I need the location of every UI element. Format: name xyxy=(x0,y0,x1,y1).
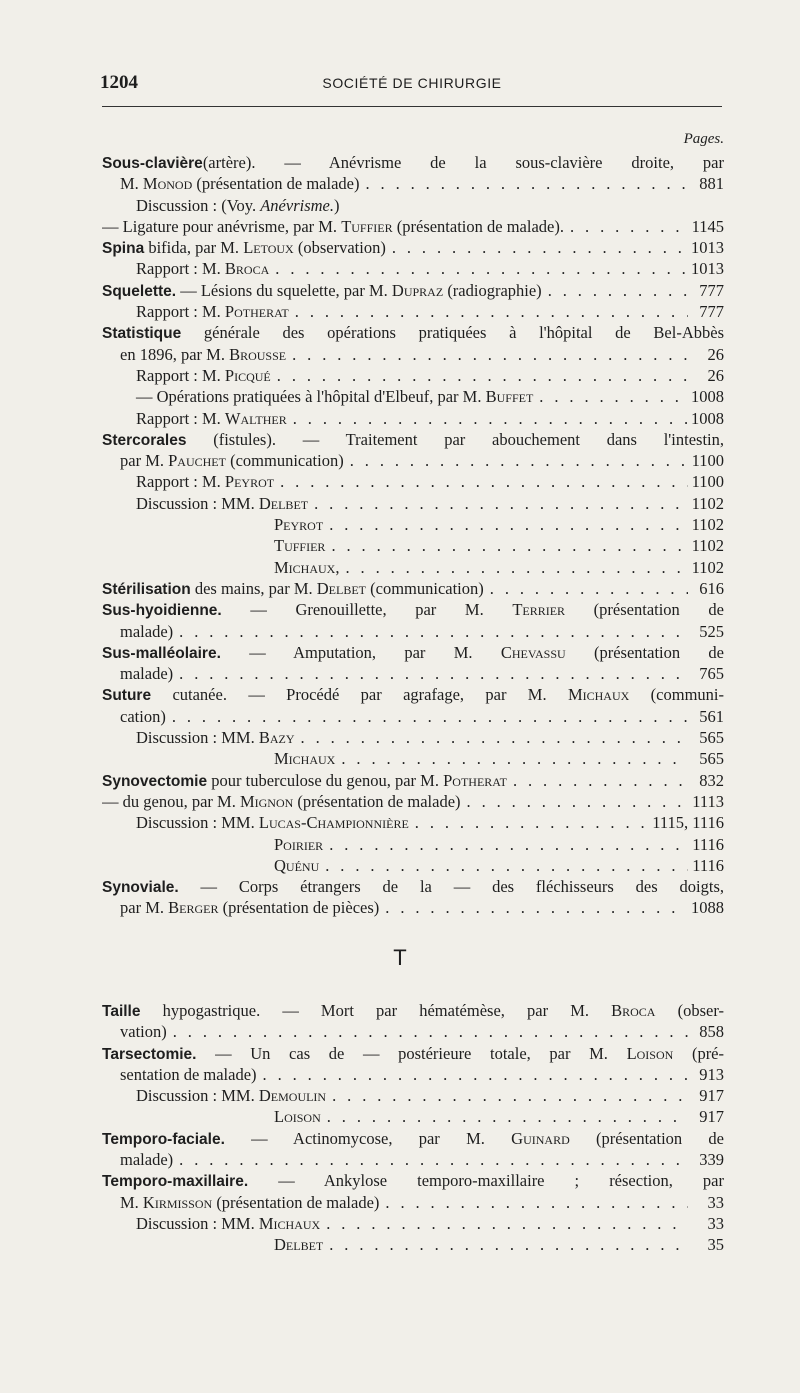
entry-text-part: M. xyxy=(120,1192,143,1212)
entry-text-part: des mains, par M. xyxy=(190,578,317,598)
entry-text-part: M. xyxy=(120,174,143,194)
page-ref: 832 xyxy=(699,770,724,790)
entry-keyword: Sus-malléolaire. xyxy=(102,644,221,662)
index-line xyxy=(102,1021,724,1042)
page-ref: 1116 xyxy=(692,855,724,875)
leader-dots xyxy=(179,1149,688,1170)
entry-text xyxy=(274,514,323,535)
leader-dots xyxy=(301,727,688,748)
index-line xyxy=(102,386,724,407)
entry-text-part: — Actinomycose, par M. xyxy=(224,1128,512,1148)
index-line xyxy=(102,1170,724,1191)
leader-dots xyxy=(277,365,688,386)
entry-text xyxy=(102,685,724,704)
page-ref: 1113 xyxy=(692,791,724,811)
running-title: SOCIÉTÉ DE CHIRURGIE xyxy=(322,75,502,91)
entry-text-part: (présentation de xyxy=(565,600,724,620)
author-name: Picqué xyxy=(224,365,271,385)
author-name: Pauchet xyxy=(168,451,226,471)
entry-text-part: — Lésions du squelette, par M. xyxy=(176,280,392,300)
entry-text-part: (artère). — Anévrisme de la sous-clavière droite, par xyxy=(202,153,724,172)
leader-dots xyxy=(326,1213,688,1234)
index-line xyxy=(102,727,724,748)
author-name: Michaux xyxy=(274,749,336,769)
entry-text xyxy=(136,812,409,833)
entry-text xyxy=(102,430,724,449)
page-ref: 33 xyxy=(707,1192,724,1212)
author-name: Loison xyxy=(274,1107,321,1127)
page-ref: 1102 xyxy=(691,515,724,535)
author-name: Brousse xyxy=(229,344,287,364)
index-line xyxy=(102,684,724,705)
entry-text xyxy=(136,727,295,748)
entry-text xyxy=(136,258,269,279)
author-name: Mignon xyxy=(239,791,294,811)
index-line xyxy=(102,557,724,578)
page-ref: 858 xyxy=(699,1022,724,1042)
entry-keyword: Squelette. xyxy=(102,282,177,300)
entry-text xyxy=(120,344,286,365)
page-ref: 565 xyxy=(699,728,724,748)
entry-text xyxy=(274,557,339,578)
index-line xyxy=(102,642,724,663)
leader-dots xyxy=(325,855,688,876)
entry-text-part: (obser- xyxy=(655,1001,724,1020)
entry-text-part: bifida, par M. xyxy=(144,238,244,258)
entry-text-part: (radiographie) xyxy=(443,280,542,300)
entry-text-part: Rapport : M. xyxy=(136,259,225,279)
entry-text xyxy=(274,1234,323,1255)
leader-dots xyxy=(385,1192,688,1213)
index-line xyxy=(102,812,724,833)
entry-keyword: Stercorales xyxy=(102,431,187,449)
author-name: Michaux xyxy=(274,557,336,577)
index-line xyxy=(102,322,724,343)
page-ref: 777 xyxy=(699,302,724,322)
leader-dots xyxy=(295,301,688,322)
author-name: Letoux xyxy=(243,238,294,258)
page-ref: 1145 xyxy=(691,216,724,236)
entry-keyword: Synovectomie xyxy=(102,772,208,790)
entry-text-part: — Amputation, par M. xyxy=(220,642,501,662)
author-name: Monod xyxy=(142,174,193,194)
entry-text xyxy=(136,408,287,429)
author-name: Guinard xyxy=(511,1128,570,1148)
entry-text-part: Discussion : MM. xyxy=(136,728,259,748)
entry-text-part: par M. xyxy=(120,898,169,918)
index-line xyxy=(102,855,724,876)
entry-text-part: malade) xyxy=(120,621,174,641)
index-line xyxy=(102,173,724,194)
author-name: Delbet xyxy=(258,493,309,513)
entry-text-part: Rapport : M. xyxy=(136,408,225,428)
entry-text-part: Discussion : MM. xyxy=(136,1086,259,1106)
entry-text xyxy=(102,578,484,599)
index-line xyxy=(102,1234,724,1255)
page-ref: 917 xyxy=(699,1086,724,1106)
entry-text-part: ) xyxy=(334,195,340,215)
entry-text-part: malade) xyxy=(120,1150,174,1170)
page-ref: 35 xyxy=(707,1235,724,1255)
leader-dots xyxy=(392,237,687,258)
entry-text-part: pour tuberculose du genou, par M. xyxy=(207,770,444,790)
leader-dots xyxy=(280,471,688,492)
entry-text-part: cutanée. — Procédé par agrafage, par M. xyxy=(151,685,568,705)
entry-keyword: Temporo-faciale. xyxy=(102,1130,225,1148)
section-letter: T xyxy=(393,945,407,970)
index-line xyxy=(102,216,724,237)
index-line xyxy=(102,408,724,429)
page-ref: 1115, 1116 xyxy=(652,813,724,833)
entry-text xyxy=(102,791,461,812)
page-ref: 525 xyxy=(699,621,724,641)
entry-text xyxy=(136,493,308,514)
entry-text xyxy=(102,600,724,619)
leader-dots xyxy=(365,173,688,194)
leader-dots xyxy=(329,1234,688,1255)
entry-text-part: — Opérations pratiquées à l'hôpital d'Elbeuf, par M. xyxy=(136,387,486,407)
entry-text-part: Discussion : MM. xyxy=(136,813,259,833)
entry-keyword: Stérilisation xyxy=(102,580,191,598)
page-ref: 33 xyxy=(707,1213,724,1233)
entry-text-part: sentation de malade) xyxy=(120,1064,257,1084)
page-ref: 881 xyxy=(699,174,724,194)
entry-keyword: Taille xyxy=(102,1003,141,1020)
index-line xyxy=(102,770,724,791)
leader-dots xyxy=(172,706,688,727)
entry-text-part: Discussion : MM. xyxy=(136,493,259,513)
index-line xyxy=(102,599,724,620)
author-name: Tuffier xyxy=(341,216,393,236)
entry-text xyxy=(274,748,335,769)
entry-text xyxy=(102,770,507,791)
entry-text-part: (observation) xyxy=(293,238,386,258)
entry-text-part: , xyxy=(335,557,340,577)
entry-text-part: (présentation de xyxy=(565,642,724,662)
index-line xyxy=(102,876,724,897)
index-line xyxy=(102,748,724,769)
index-line xyxy=(102,1085,724,1106)
entry-text xyxy=(136,386,533,407)
author-name: Dupraz xyxy=(391,280,444,300)
entry-text-part: (pré- xyxy=(673,1043,724,1063)
entry-text-part: (présentation de xyxy=(569,1128,724,1148)
page-ref: 1102 xyxy=(691,557,724,577)
entry-text-part: — Ligature pour anévrisme, par M. xyxy=(102,216,342,236)
entry-text-part: (communi- xyxy=(629,685,724,705)
author-name: Poirier xyxy=(274,834,324,854)
leader-dots xyxy=(173,1021,688,1042)
entry-text xyxy=(136,365,271,386)
index-line xyxy=(102,1106,724,1127)
leader-dots xyxy=(292,344,688,365)
index-line xyxy=(102,195,724,216)
page-ref: 26 xyxy=(707,344,724,364)
index-line xyxy=(102,493,724,514)
page-ref: 1100 xyxy=(691,451,724,471)
index-line xyxy=(102,621,724,642)
author-name: Loison xyxy=(626,1043,674,1063)
entry-text xyxy=(120,1021,167,1042)
entry-text xyxy=(120,621,173,642)
page-ref: 616 xyxy=(699,578,724,598)
entry-text-part: vation) xyxy=(120,1022,167,1042)
entry-text-part: (communication) xyxy=(225,451,344,471)
entry-text-part: en 1896, par M. xyxy=(120,344,230,364)
entry-keyword: Sus-hyoidienne. xyxy=(102,602,222,620)
index-line xyxy=(102,429,724,450)
index-line xyxy=(102,791,724,812)
leader-dots xyxy=(329,514,687,535)
index-line xyxy=(102,258,724,279)
index-line xyxy=(102,1149,724,1170)
entry-text xyxy=(136,471,274,492)
page-ref: 1088 xyxy=(691,898,724,918)
leader-dots xyxy=(350,450,688,471)
author-name: Potherat xyxy=(443,770,507,790)
page-number: 1204 xyxy=(100,72,138,93)
index-line xyxy=(102,344,724,365)
pages-column-label: Pages. xyxy=(683,131,724,147)
entry-text xyxy=(102,216,564,237)
index-line xyxy=(102,237,724,258)
index-line xyxy=(102,706,724,727)
page-ref: 1013 xyxy=(691,259,724,279)
page-ref: 917 xyxy=(699,1107,724,1127)
entry-text xyxy=(120,706,166,727)
author-name: Broca xyxy=(224,259,270,279)
page-ref: 339 xyxy=(699,1150,724,1170)
leader-dots xyxy=(513,770,688,791)
entry-text xyxy=(120,897,379,918)
page-ref: 561 xyxy=(699,706,724,726)
author-name: Buffet xyxy=(485,387,534,407)
entry-text xyxy=(102,1171,724,1190)
entry-text xyxy=(102,877,724,896)
entry-text-part: (communication) xyxy=(366,578,484,598)
author-name: Delbet xyxy=(274,1235,324,1255)
leader-dots xyxy=(314,493,688,514)
entry-keyword: Statistique xyxy=(102,325,182,343)
entry-text xyxy=(102,153,724,172)
entry-text xyxy=(120,173,359,194)
author-name: Terrier xyxy=(512,600,566,620)
page-ref: 1008 xyxy=(691,408,724,428)
running-header xyxy=(100,72,724,96)
page-ref: 1102 xyxy=(691,493,724,513)
leader-dots xyxy=(539,386,687,407)
entry-text xyxy=(120,1064,257,1085)
entry-text-part: Discussion : MM. xyxy=(136,1213,259,1233)
entry-text xyxy=(136,1213,320,1234)
entry-text xyxy=(102,323,724,342)
leader-dots xyxy=(570,216,688,237)
entry-text-part: générale des opérations pratiquées à l'hôpital de Bel-Abbès xyxy=(181,323,724,343)
entry-text xyxy=(102,1129,724,1148)
entry-keyword: Sous-clavière xyxy=(102,155,203,172)
author-name: Peyrot xyxy=(224,472,275,492)
entry-keyword: Synoviale. xyxy=(102,879,179,897)
index-line xyxy=(102,280,724,301)
author-name: Lucas-Championnière xyxy=(258,813,409,833)
author-name: Michaux xyxy=(567,685,630,705)
entry-text-part: — du genou, par M. xyxy=(102,791,240,811)
entry-keyword: Suture xyxy=(102,687,152,705)
entry-text-part: (présentation de malade) xyxy=(192,174,360,194)
entry-text-part: malade) xyxy=(120,664,174,684)
page-ref: 565 xyxy=(699,749,724,769)
author-name: Peyrot xyxy=(274,515,324,535)
author-name: Potherat xyxy=(224,302,289,322)
entry-text-part: — Ankylose temporo-maxillaire ; résection, par xyxy=(248,1171,724,1191)
author-name: Walther xyxy=(224,408,287,428)
index-line xyxy=(102,301,724,322)
entry-text xyxy=(136,196,340,215)
entry-text xyxy=(120,450,344,471)
page-ref: 777 xyxy=(699,280,724,300)
leader-dots xyxy=(341,748,688,769)
entry-keyword: Temporo-maxillaire. xyxy=(102,1173,249,1191)
page-ref: 913 xyxy=(699,1064,724,1084)
entry-keyword: Spina xyxy=(102,240,145,258)
page-ref: 1116 xyxy=(692,834,724,854)
entry-text xyxy=(136,1085,326,1106)
entry-text-part: Rapport : M. xyxy=(136,302,225,322)
author-name: Chevassu xyxy=(500,642,566,662)
index-entries-s xyxy=(102,152,724,919)
index-line xyxy=(102,1213,724,1234)
leader-dots xyxy=(331,535,687,556)
index-line xyxy=(102,1064,724,1085)
page-ref: 1013 xyxy=(691,238,724,258)
entry-text-part: (présentation de malade). xyxy=(392,216,564,236)
index-line xyxy=(102,365,724,386)
leader-dots xyxy=(345,557,687,578)
index-line xyxy=(102,1043,724,1064)
entry-text xyxy=(120,1149,173,1170)
entry-text xyxy=(274,535,325,556)
index-line xyxy=(102,471,724,492)
author-name: Broca xyxy=(611,1001,656,1020)
page-ref: 1100 xyxy=(691,472,724,492)
leader-dots xyxy=(332,1085,688,1106)
page-ref: 1008 xyxy=(691,387,724,407)
author-name: Demoulin xyxy=(258,1086,327,1106)
index-line xyxy=(102,897,724,918)
entry-text-part: Rapport : M. xyxy=(136,365,225,385)
author-name: Quénu xyxy=(274,855,320,875)
author-name: Kirmisson xyxy=(142,1192,213,1212)
page-ref: 765 xyxy=(699,664,724,684)
entry-text-part: (présentation de malade) xyxy=(212,1192,380,1212)
index-line xyxy=(102,450,724,471)
entry-text xyxy=(102,1001,724,1020)
entry-text-part: (fistules). — Traitement par abouchement dans l'intestin, xyxy=(186,429,724,449)
entry-text-part: — Un cas de — postérieure totale, par M. xyxy=(196,1043,627,1063)
entry-text-part: — Grenouillette, par M. xyxy=(221,600,513,620)
author-name: Delbet xyxy=(316,578,366,598)
page-ref: 26 xyxy=(707,365,724,385)
index-line xyxy=(102,578,724,599)
index-line xyxy=(102,663,724,684)
leader-dots xyxy=(263,1064,688,1085)
entry-text xyxy=(102,237,386,258)
leader-dots xyxy=(385,897,687,918)
entry-text-part: Anévrisme. xyxy=(260,195,334,215)
entry-text-part: par M. xyxy=(120,451,169,471)
page-ref: 1102 xyxy=(691,536,724,556)
entry-text xyxy=(102,280,542,301)
author-name: Berger xyxy=(168,898,219,918)
entry-text-part: (présentation de malade) xyxy=(293,791,461,811)
leader-dots xyxy=(179,621,688,642)
author-name: Michaux xyxy=(258,1213,321,1233)
entry-text-part: — Corps étrangers de la — des fléchisseurs des doigts, xyxy=(178,877,724,897)
entry-text xyxy=(274,855,319,876)
leader-dots xyxy=(490,578,688,599)
index-line xyxy=(102,152,724,173)
leader-dots xyxy=(548,280,688,301)
index-line xyxy=(102,834,724,855)
entry-text-part: Rapport : M. xyxy=(136,472,225,492)
entry-text xyxy=(274,834,323,855)
entry-text xyxy=(102,643,724,662)
entry-text xyxy=(136,301,289,322)
entry-text-part: (présentation de pièces) xyxy=(218,898,380,918)
entry-text-part: hypogastrique. — Mort par hématémèse, par M. xyxy=(140,1001,612,1020)
author-name: Bazy xyxy=(258,728,295,748)
index-line xyxy=(102,1000,724,1021)
header-rule xyxy=(102,106,722,107)
leader-dots xyxy=(467,791,688,812)
leader-dots xyxy=(327,1106,688,1127)
index-entries-t xyxy=(102,1000,724,1256)
entry-keyword: Tarsectomie. xyxy=(102,1045,197,1063)
entry-text xyxy=(102,1044,724,1063)
entry-text xyxy=(274,1106,321,1127)
leader-dots xyxy=(293,408,687,429)
index-line xyxy=(102,514,724,535)
index-line xyxy=(102,1128,724,1149)
entry-text-part: Discussion : (Voy. xyxy=(136,195,261,215)
leader-dots xyxy=(329,834,688,855)
entry-text xyxy=(120,1192,379,1213)
entry-text xyxy=(120,663,173,684)
leader-dots xyxy=(275,258,687,279)
entry-text-part: cation) xyxy=(120,706,166,726)
index-line xyxy=(102,535,724,556)
leader-dots xyxy=(179,663,688,684)
index-line xyxy=(102,1192,724,1213)
author-name: Tuffier xyxy=(274,536,326,556)
leader-dots xyxy=(415,812,648,833)
